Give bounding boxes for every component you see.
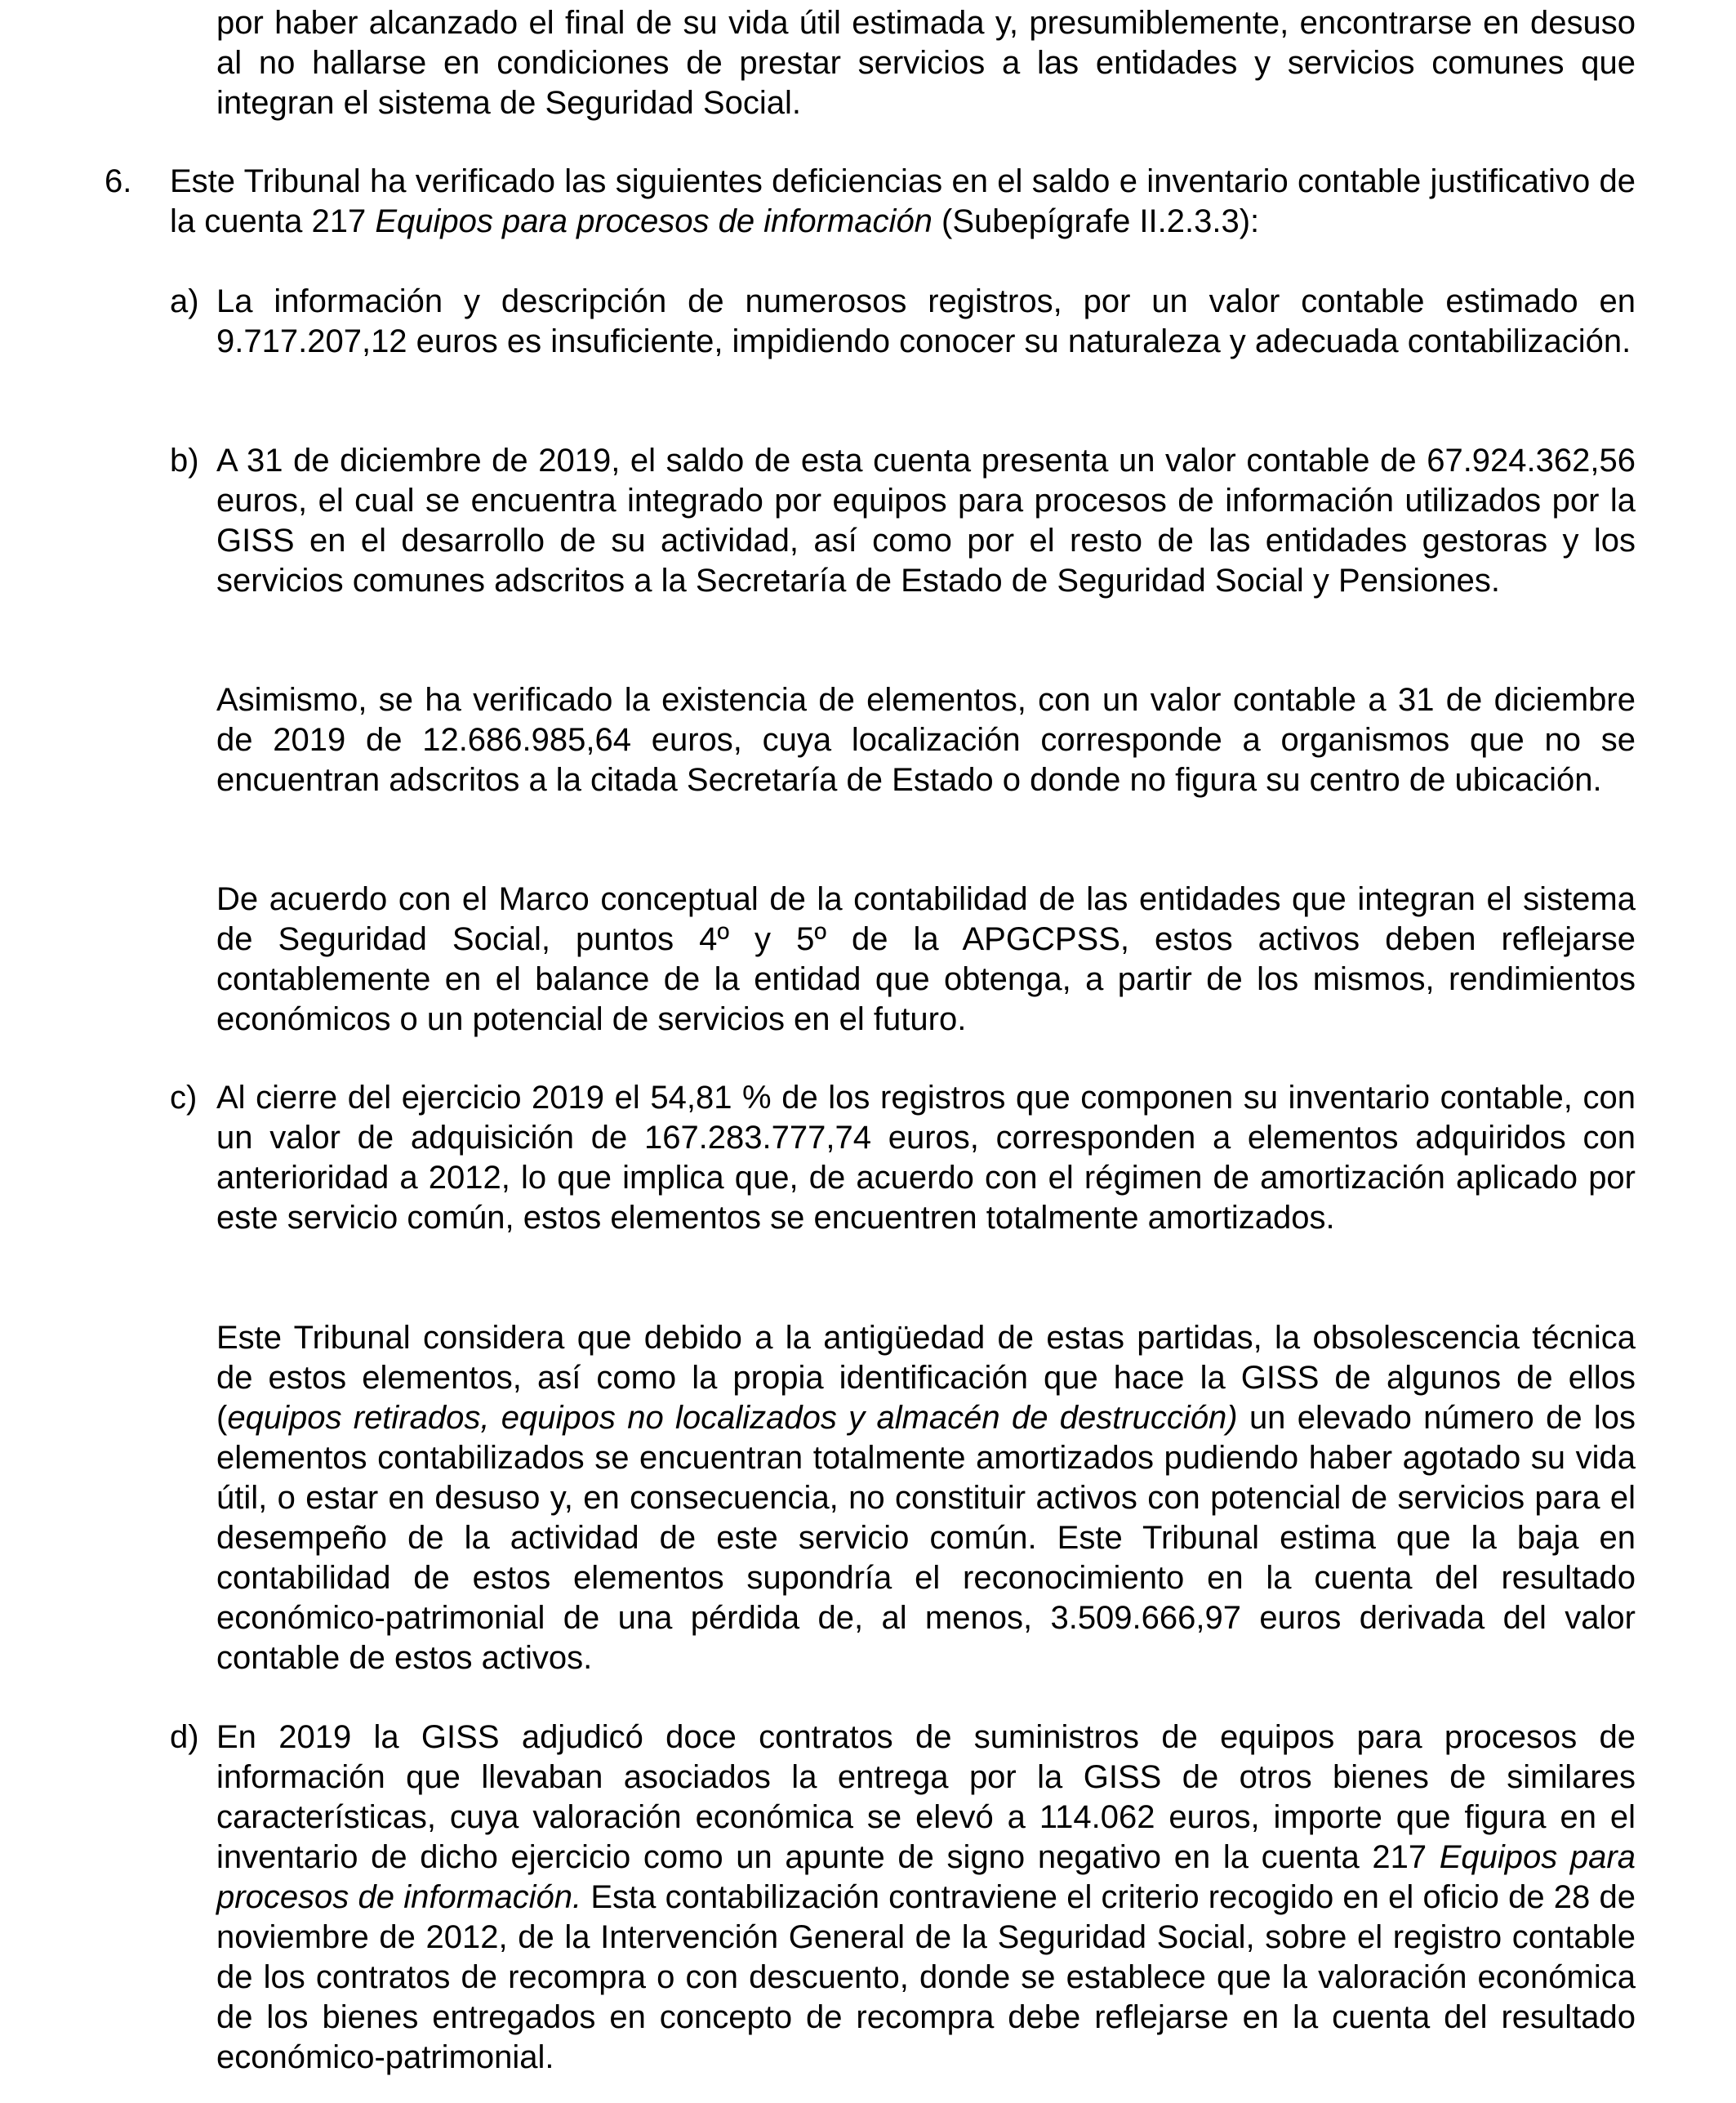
item-c-paragraph-2-text-end: un elevado número de los elementos contabilizados se encuentran totalmente amortizados pudiendo haber agotado su vida útil, o estar en desuso y, en consecuencia, no constituir activos con potencial de servicios para el desempeño de la actividad de este servicio común. Este Tribunal estima que la baja en contabilidad de estos elementos supondría el reconocimiento en la cuenta del resultado económico-patrimonial de una pérdida de, al menos, 3.509.666,97 euros derivada del valor contable de estos activos. bbox=[216, 1400, 1636, 1676]
item-b-paragraph-2: Asimismo, se ha verificado la existencia de elementos, con un valor contable a 31 de diciembre de 2019 de 12.686.985,64 euros, cuya localización corresponde a organismos que no se encuentran adscritos a la citada Secretaría de Estado o donde no figura su centro de ubicación. bbox=[216, 682, 1636, 798]
item-a-paragraph: La información y descripción de numerosos registros, por un valor contable estimado en 9.717.207,12 euros es insuficiente, impidiendo conocer su naturaleza y adecuada contabilización. bbox=[216, 283, 1636, 359]
item-a-marker: a) bbox=[170, 283, 199, 319]
item-d-paragraph bbox=[216, 1718, 1636, 2078]
item-d-text: En 2019 la GISS adjudicó doce contratos de suministros de equipos para procesos de información que llevaban asociados la entrega por la GISS de otros bienes de similares características, cuya valoración económica se elevó a 114.062 euros, importe que figura en el inventario de dicho ejercicio como un apunte de signo negativo en la cuenta 217 bbox=[216, 1719, 1636, 1875]
point-6-text: Este Tribunal ha verificado las siguientes deficiencias en el saldo e inventario contable justificativo de la cuenta 217 bbox=[170, 163, 1636, 239]
item-c-paragraph-1: Al cierre del ejercicio 2019 el 54,81 % de los registros que componen su inventario contable, con un valor de adquisición de 167.283.777,74 euros, corresponden a elementos adquiridos con anterioridad a 2012, lo que implica que, de acuerdo con el régimen de amortización aplicado por este servicio común, estos elementos se encuentren totalmente amortizados. bbox=[216, 1080, 1636, 1236]
intro-continuation-paragraph: por haber alcanzado el final de su vida útil estimada y, presumiblemente, encontrarse en desuso al no hallarse en condiciones de prestar servicios a las entidades y servicios comunes que integran el sistema de Seguridad Social. bbox=[216, 5, 1636, 121]
item-d-marker: d) bbox=[170, 1719, 199, 1755]
item-b-marker: b) bbox=[170, 443, 199, 479]
point-6-number: 6. bbox=[105, 163, 132, 199]
item-c-paragraph-2-text: Este Tribunal considera que debido a la antigüedad de estas partidas, la obsolescencia técnica de estos elementos, así como la propia identificación que hace la GISS de algunos de ellos ( bbox=[216, 1320, 1636, 1436]
point-6-subepigraph: (Subepígrafe II.2.3.3): bbox=[932, 203, 1260, 239]
item-b-paragraph-3: De acuerdo con el Marco conceptual de la contabilidad de las entidades que integran el sistema de Seguridad Social, puntos 4º y 5º de la APGCPSS, estos activos deben reflejarse contablemente en el balance de la entidad que obtenga, a partir de los mismos, rendimientos económicos o un potencial de servicios en el futuro. bbox=[216, 881, 1636, 1037]
item-c-marker: c) bbox=[170, 1080, 198, 1116]
point-6-account-name: Equipos para procesos de información bbox=[375, 203, 933, 239]
item-d-account-name: Equipos para procesos de información. bbox=[216, 1839, 1636, 1915]
item-d-text-end: Esta contabilización contraviene el criterio recogido en el oficio de 28 de noviembre de 2012, de la Intervención General de la Seguridad Social, sobre el registro contable de los contratos de recompra o con descuento, donde se establece que la valoración económica de los bienes entregados en concepto de recompra debe reflejarse en la cuenta del resultado económico-patrimonial. bbox=[216, 1879, 1636, 2075]
point-6-paragraph bbox=[170, 162, 1636, 242]
item-b-paragraph-1: A 31 de diciembre de 2019, el saldo de esta cuenta presenta un valor contable de 67.924.362,56 euros, el cual se encuentra integrado por equipos para procesos de información utilizados por la GISS en el desarrollo de su actividad, así como por el resto de las entidades gestoras y los servicios comunes adscritos a la Secretaría de Estado de Seguridad Social y Pensiones. bbox=[216, 443, 1636, 599]
item-c-paragraph-2-italic: equipos retirados, equipos no localizados y almacén de destrucción) bbox=[227, 1400, 1238, 1436]
item-c-paragraph-2 bbox=[216, 1318, 1636, 1678]
